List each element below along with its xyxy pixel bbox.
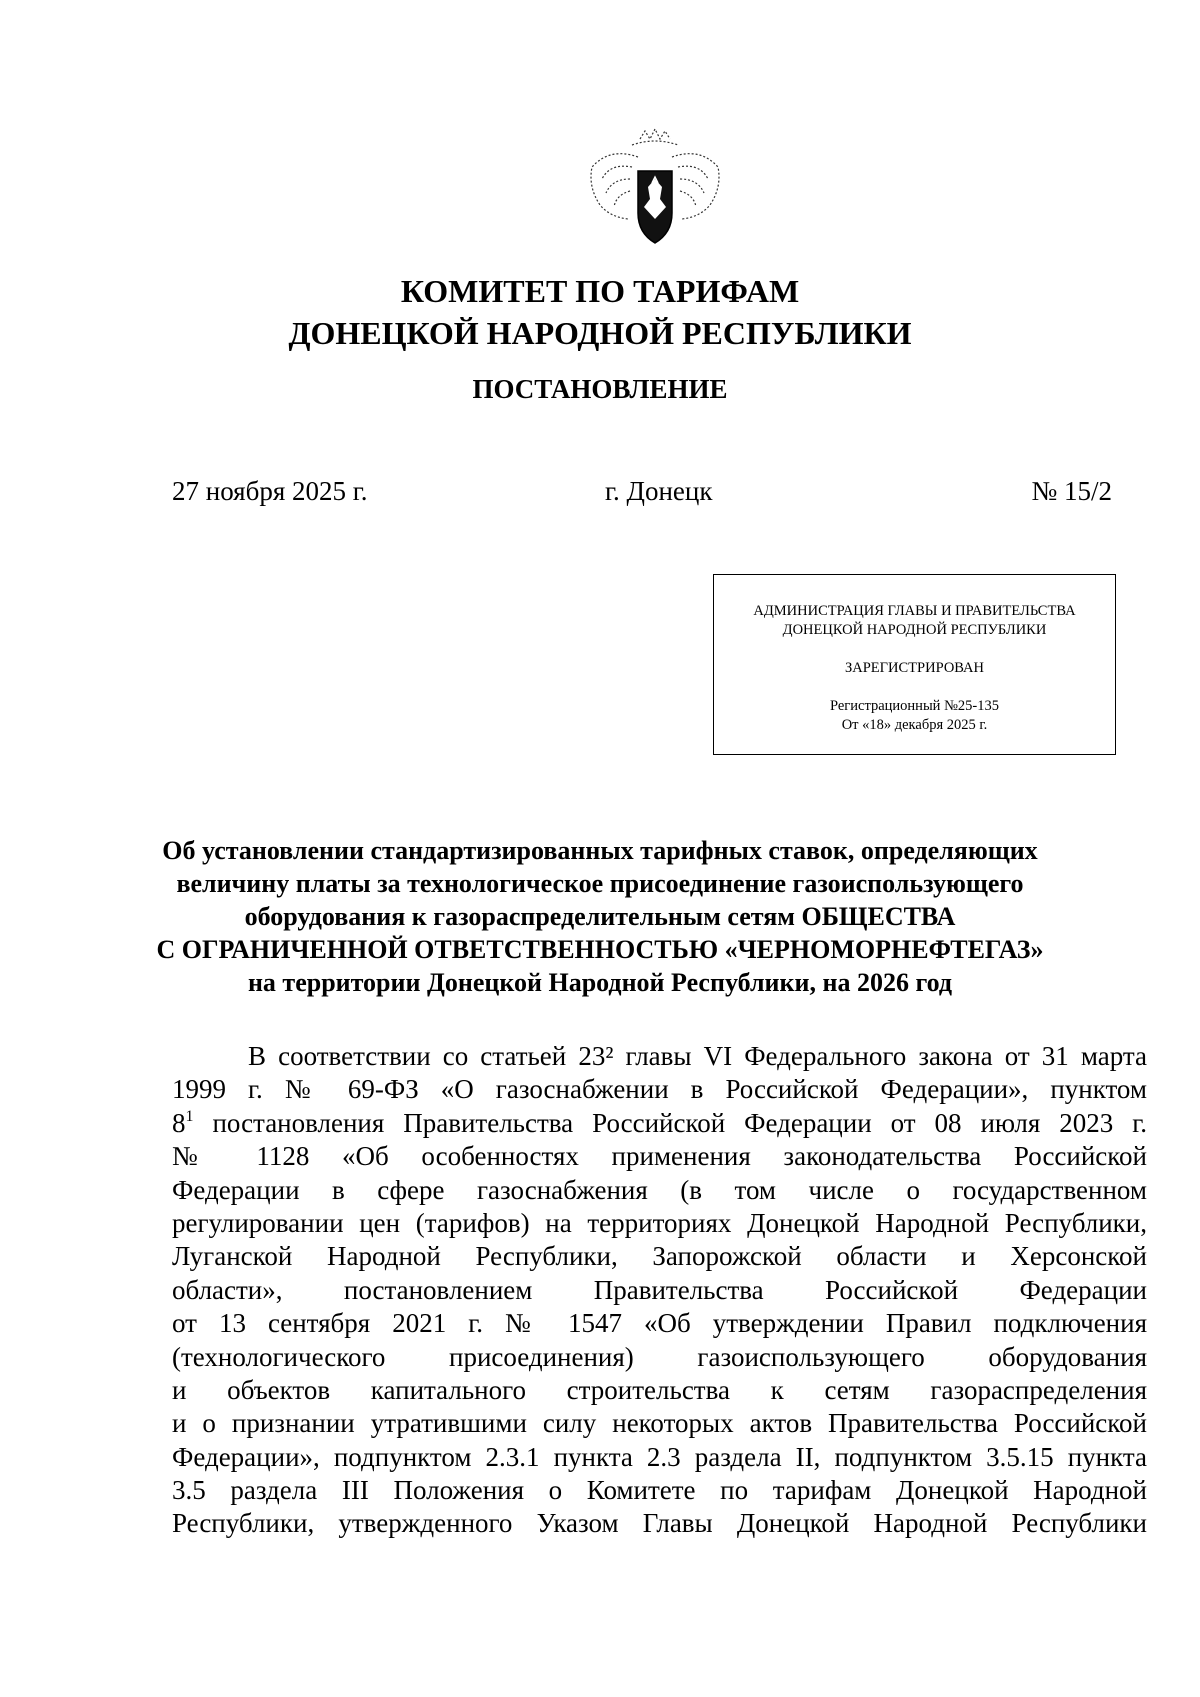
footnote-base: 8 bbox=[172, 1107, 186, 1138]
document-subject bbox=[0, 834, 1200, 999]
body-line: Федерации», подпунктом 2.3.1 пункта 2.3 раздела II, подпунктом 3.5.15 пункта bbox=[172, 1441, 1147, 1472]
coat-of-arms-icon bbox=[580, 127, 730, 257]
document-type: ПОСТАНОВЛЕНИЕ bbox=[472, 374, 728, 404]
subject-line: на территории Донецкой Народной Республики, на 2026 год bbox=[247, 968, 953, 997]
subject-line: Об установлении стандартизированных тарифных ставок, определяющих bbox=[162, 836, 1038, 865]
organization-title-line: КОМИТЕТ ПО ТАРИФАМ bbox=[400, 273, 800, 309]
body-line: регулировании цен (тарифов) на территориях Донецкой Народной Республики, bbox=[172, 1207, 1147, 1238]
footnote-superscript: 1 bbox=[185, 1107, 194, 1125]
body-line: от 13 сентября 2021 г. № 1547 «Об утверждении Правил подключения bbox=[172, 1308, 1147, 1339]
body-line: 1999 г. № 69-ФЗ «О газоснабжении в Российской Федерации», пунктом bbox=[172, 1074, 1147, 1105]
body-line: Федерации в сфере газоснабжения (в том числе о государственном bbox=[172, 1174, 1147, 1205]
body-line bbox=[172, 1107, 1147, 1140]
subject-line: величину платы за технологическое присоединение газоиспользующего bbox=[176, 869, 1024, 898]
document-number: № 15/2 bbox=[1031, 476, 1112, 506]
body-line: № 1128 «Об особенностях применения законодательства Российской bbox=[172, 1141, 1147, 1172]
stamp-authority-line: ДОНЕЦКОЙ НАРОДНОЙ РЕСПУБЛИКИ bbox=[782, 622, 1047, 638]
body-line: Республики, утвержденного Указом Главы Донецкой Народной Республики bbox=[172, 1508, 1147, 1539]
body-line: 3.5 раздела III Положения о Комитете по тарифам Донецкой Народной bbox=[172, 1475, 1147, 1506]
registration-stamp bbox=[713, 574, 1116, 755]
organization-title-line: ДОНЕЦКОЙ НАРОДНОЙ РЕСПУБЛИКИ bbox=[288, 315, 912, 351]
stamp-status: ЗАРЕГИСТРИРОВАН bbox=[845, 660, 984, 676]
document-date: 27 ноября 2025 г. bbox=[172, 476, 368, 506]
subject-line: оборудования к газораспределительным сетям ОБЩЕСТВА bbox=[244, 902, 956, 931]
stamp-registration-date: От «18» декабря 2025 г. bbox=[841, 717, 988, 733]
body-line: и о признании утратившими силу некоторых актов Правительства Российской bbox=[172, 1408, 1147, 1439]
body-line: и объектов капитального строительства к сетям газораспределения bbox=[172, 1374, 1147, 1405]
stamp-authority-line: АДМИНИСТРАЦИЯ ГЛАВЫ И ПРАВИТЕЛЬСТВА bbox=[753, 603, 1076, 619]
document-city: г. Донецк bbox=[605, 476, 713, 506]
subject-line: С ОГРАНИЧЕННОЙ ОТВЕТСТВЕННОСТЬЮ «ЧЕРНОМОРНЕФТЕГАЗ» bbox=[156, 935, 1044, 964]
body-line-rest: постановления Правительства Российской Федерации от 08 июля 2023 г. bbox=[193, 1107, 1147, 1138]
organization-title bbox=[0, 270, 1200, 354]
body-line: области», постановлением Правительства Российской Федерации bbox=[172, 1274, 1147, 1305]
body-line: Луганской Народной Республики, Запорожской области и Херсонской bbox=[172, 1241, 1147, 1272]
body-paragraph bbox=[172, 1040, 1147, 1541]
body-line: (технологического присоединения) газоиспользующего оборудования bbox=[172, 1341, 1147, 1372]
stamp-registration-number: Регистрационный №25-135 bbox=[830, 698, 999, 714]
body-line: В соответствии со статьей 23² главы VI Федерального закона от 31 марта bbox=[248, 1041, 1147, 1071]
